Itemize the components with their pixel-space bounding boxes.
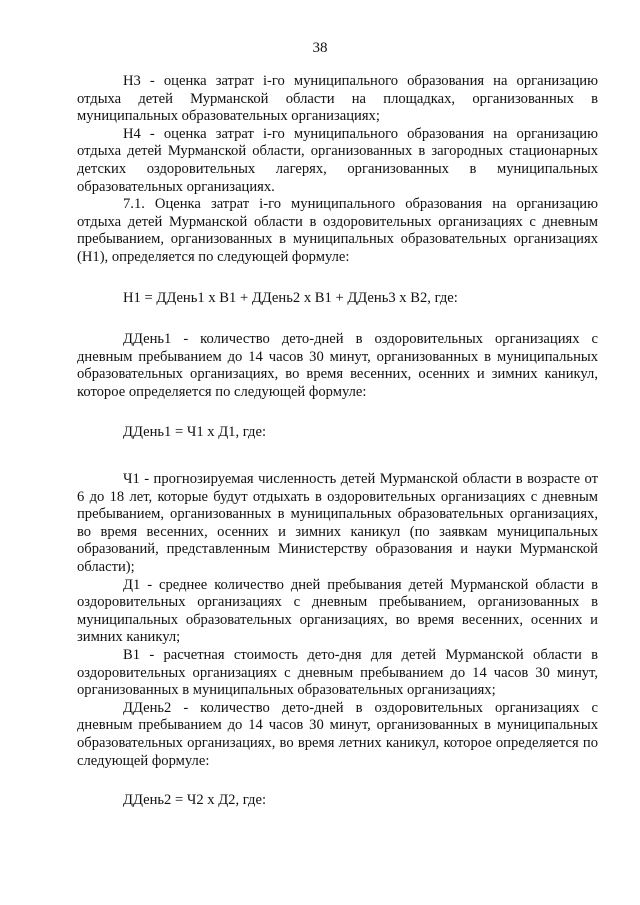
paragraph-n4-definition: Н4 - оценка затрат i-го муниципального образования на организацию отдыха детей Мурманской области, организованных в загородных стационарных детских оздоровительных лагерях, организованных в муниципальных образовательных организациях.	[77, 125, 598, 195]
paragraph-section-7-1: 7.1. Оценка затрат i-го муниципального образования на организацию отдыха детей Мурманской области в оздоровительных организациях с дневным пребыванием, организованных в муниципальных образовательных организациях (Н1), определяется по следующей формуле:	[77, 196, 598, 265]
page-number: 38	[312, 40, 328, 56]
paragraph-dden2-definition: ДДень2 - количество дето-дней в оздоровительных организациях с дневным пребыванием до 14 часов 30 минут, организованных в муниципальных образовательных организациях, во время летних каникул, которое определяется по следующей формуле:	[77, 699, 598, 769]
paragraph-ch1-definition: Ч1 - прогнозируемая численность детей Мурманской области в возрасте от 6 до 18 лет, которые будут отдыхать в оздоровительных организациях с дневным пребыванием, организованных в муниципальных образовательных организациях, во время весенних, осенних и зимних каникул (по заявкам муниципальных образований, представленным Министерству образования и науки Мурманской области);	[77, 471, 598, 576]
formula-dden2: ДДень2 = Ч2 х Д2, где:	[123, 792, 266, 809]
paragraph-d1-definition: Д1 - среднее количество дней пребывания детей Мурманской области в оздоровительных организациях с дневным пребыванием, организованных в муниципальных образовательных организациях, во время весенних, осенних и зимних каникул;	[77, 576, 598, 646]
document-body	[77, 73, 598, 810]
paragraph-n3-definition: Н3 - оценка затрат i-го муниципального образования на организацию отдыха детей Мурманской области на площадках, организованных в муниципальных образовательных организациях;	[77, 73, 598, 125]
paragraph-dden1-definition: ДДень1 - количество дето-дней в оздоровительных организациях с дневным пребыванием до 14 часов 30 минут, организованных в муниципальных образовательных организациях, во время весенних, осенних и зимних каникул, которое определяется по следующей формуле:	[77, 331, 598, 400]
paragraph-v1-definition: В1 - расчетная стоимость дето-дня для детей Мурманской области в оздоровительных организациях с дневным пребыванием до 14 часов 30 минут, организованных в муниципальных образовательных организациях;	[77, 647, 598, 699]
formula-dden1: ДДень1 = Ч1 х Д1, где:	[123, 423, 266, 440]
formula-h1: Н1 = ДДень1 х В1 + ДДень2 х В1 + ДДень3 х В2, где:	[123, 289, 458, 306]
